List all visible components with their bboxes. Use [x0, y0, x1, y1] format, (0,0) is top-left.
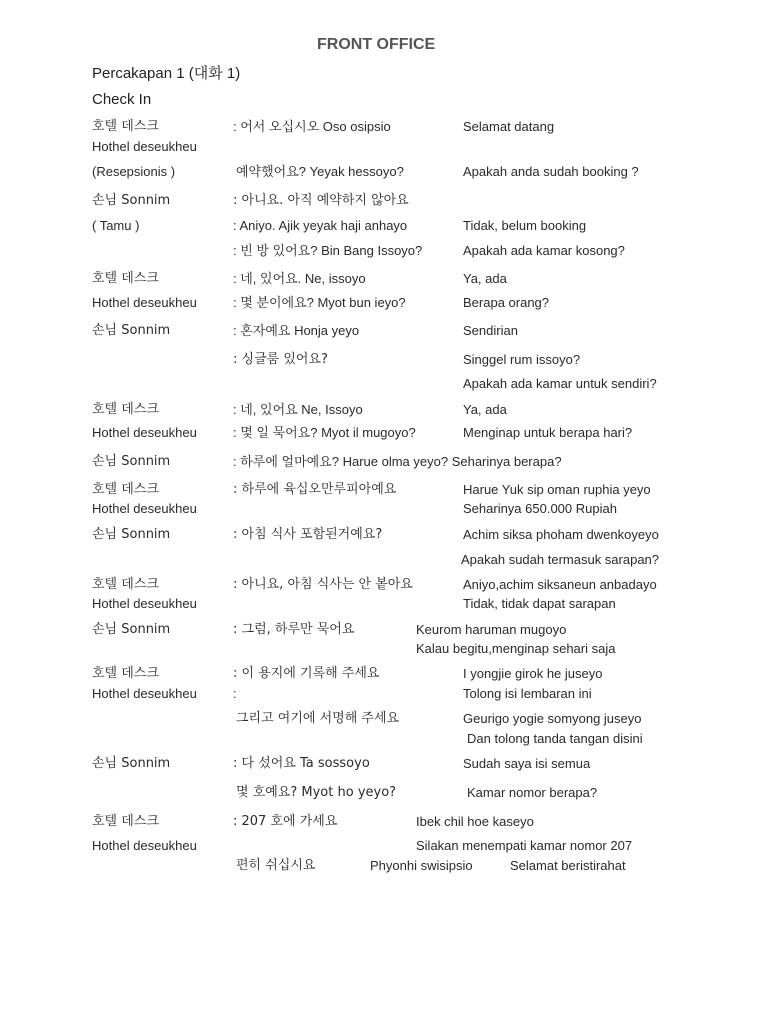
translation-line: Achim siksa phoham dwenkoyeyo: [463, 527, 659, 542]
korean-line: : 네, 있어요. Ne, issoyo: [233, 271, 366, 286]
translation-line: Berapa orang?: [463, 295, 550, 310]
translation-line: Dan tolong tanda tangan disini: [467, 731, 643, 746]
speaker-label: 손님 Sonnim: [92, 193, 171, 208]
speaker-label: Hothel deseukheu: [92, 838, 197, 853]
speaker-label: 손님 Sonnim: [92, 622, 171, 637]
translation-line: Selamat datang: [463, 119, 555, 134]
korean-line: : Aniyo. Ajik yeyak haji anhayo: [233, 218, 408, 233]
translation-line: Apakah anda sudah booking ?: [463, 164, 639, 179]
speaker-label: (Resepsionis ): [92, 164, 176, 179]
romanization-line: Phyonhi swisipsio: [370, 858, 473, 873]
translation-line: Singgel rum issoyo?: [463, 352, 581, 367]
korean-line: 예약했어요? Yeyak hessoyo?: [236, 164, 404, 179]
korean-line: : 싱글룸 있어요?: [233, 352, 328, 367]
translation-line: I yongjie girok he juseyo: [463, 666, 603, 681]
korean-line: : 네, 있어요 Ne, Issoyo: [233, 402, 363, 417]
translation-line: Ya, ada: [463, 402, 507, 417]
korean-line: : 어서 오십시오 Oso osipsio: [233, 119, 391, 134]
korean-line: : 아니요, 아침 식사는 안 봍아요: [233, 577, 413, 592]
speaker-label: 손님 Sonnim: [92, 756, 171, 771]
translation-line: Ya, ada: [463, 271, 507, 286]
speaker-label: 호텔 데스크: [92, 666, 159, 681]
speaker-label: 호텔 데스크: [92, 119, 159, 134]
translation-line: Tidak, belum booking: [463, 218, 587, 233]
translation-line: Kamar nomor berapa?: [467, 785, 598, 800]
translation-line: Ibek chil hoe kaseyo: [416, 814, 534, 829]
korean-line: : 아침 식사 포함된거예요?: [233, 527, 383, 542]
translation-line: Sendirian: [463, 323, 518, 338]
translation-line: Kalau begitu,menginap sehari saja: [416, 641, 616, 656]
conversation-heading: Percakapan 1 (대화 1): [92, 65, 241, 82]
korean-line: : 아니요. 아직 예약하지 않아요: [233, 193, 409, 208]
korean-line: : 207 호에 가세요: [233, 814, 338, 829]
korean-line: : 하루에 육십오만루피아예요: [233, 482, 397, 497]
section-heading: Check In: [92, 91, 152, 108]
korean-line: : 하루에 얼마예요? Harue olma yeyo? Seharinya berapa?: [233, 454, 562, 469]
speaker-label: Hothel deseukheu: [92, 501, 197, 516]
korean-line: 그리고 여기에 서명해 주세요: [236, 711, 400, 726]
speaker-label: 호텔 데스크: [92, 402, 159, 417]
korean-line: : 빈 방 있어요? Bin Bang Issoyo?: [233, 243, 423, 258]
translation-line: Silakan menempati kamar nomor 207: [416, 838, 633, 853]
translation-line: Sudah saya isi semua: [463, 756, 591, 771]
speaker-label: 호텔 데스크: [92, 577, 159, 592]
korean-line: 편히 쉬십시요: [236, 858, 316, 873]
translation-line: Apakah sudah termasuk sarapan?: [461, 552, 660, 567]
speaker-label: 호텔 데스크: [92, 814, 159, 829]
korean-line: : 다 섰어요 Ta sossoyo: [233, 756, 370, 771]
speaker-label: 손님 Sonnim: [92, 454, 171, 469]
translation-line: Seharinya 650.000 Rupiah: [463, 501, 617, 516]
speaker-label: 손님 Sonnim: [92, 527, 171, 542]
translation-line: Menginap untuk berapa hari?: [463, 425, 633, 440]
translation-line: Apakah ada kamar untuk sendiri?: [463, 376, 657, 391]
korean-line: : 그럼, 하루만 묵어요: [233, 622, 355, 637]
korean-line: : 혼자예요 Honja yeyo: [233, 323, 360, 338]
speaker-label: Hothel deseukheu: [92, 295, 197, 310]
translation-line: Tolong isi lembaran ini: [463, 686, 592, 701]
korean-line: :: [233, 686, 237, 701]
speaker-label: Hothel deseukheu: [92, 139, 197, 154]
translation-line: Tidak, tidak dapat sarapan: [463, 596, 616, 611]
translation-line: Apakah ada kamar kosong?: [463, 243, 625, 258]
speaker-label: Hothel deseukheu: [92, 425, 197, 440]
speaker-label: 호텔 데스크: [92, 271, 159, 286]
translation-line: Selamat beristirahat: [510, 858, 626, 873]
page-title: FRONT OFFICE: [317, 36, 436, 53]
translation-line: Aniyo,achim siksaneun anbadayo: [463, 577, 657, 592]
korean-line: : 몇 일 묵어요? Myot il mugoyo?: [233, 425, 416, 440]
speaker-label: ( Tamu ): [92, 218, 140, 233]
korean-line: : 몇 분이에요? Myot bun ieyo?: [233, 295, 406, 310]
speaker-label: 손님 Sonnim: [92, 323, 171, 338]
translation-line: Geurigo yogie somyong juseyo: [463, 711, 642, 726]
korean-line: 몇 호예요? Myot ho yeyo?: [236, 785, 397, 800]
speaker-label: Hothel deseukheu: [92, 596, 197, 611]
speaker-label: Hothel deseukheu: [92, 686, 197, 701]
translation-line: Keurom haruman mugoyo: [416, 622, 567, 637]
korean-line: : 이 용지에 기록해 주세요: [233, 666, 380, 681]
translation-line: Harue Yuk sip oman ruphia yeyo: [463, 482, 651, 497]
speaker-label: 호텔 데스크: [92, 482, 159, 497]
